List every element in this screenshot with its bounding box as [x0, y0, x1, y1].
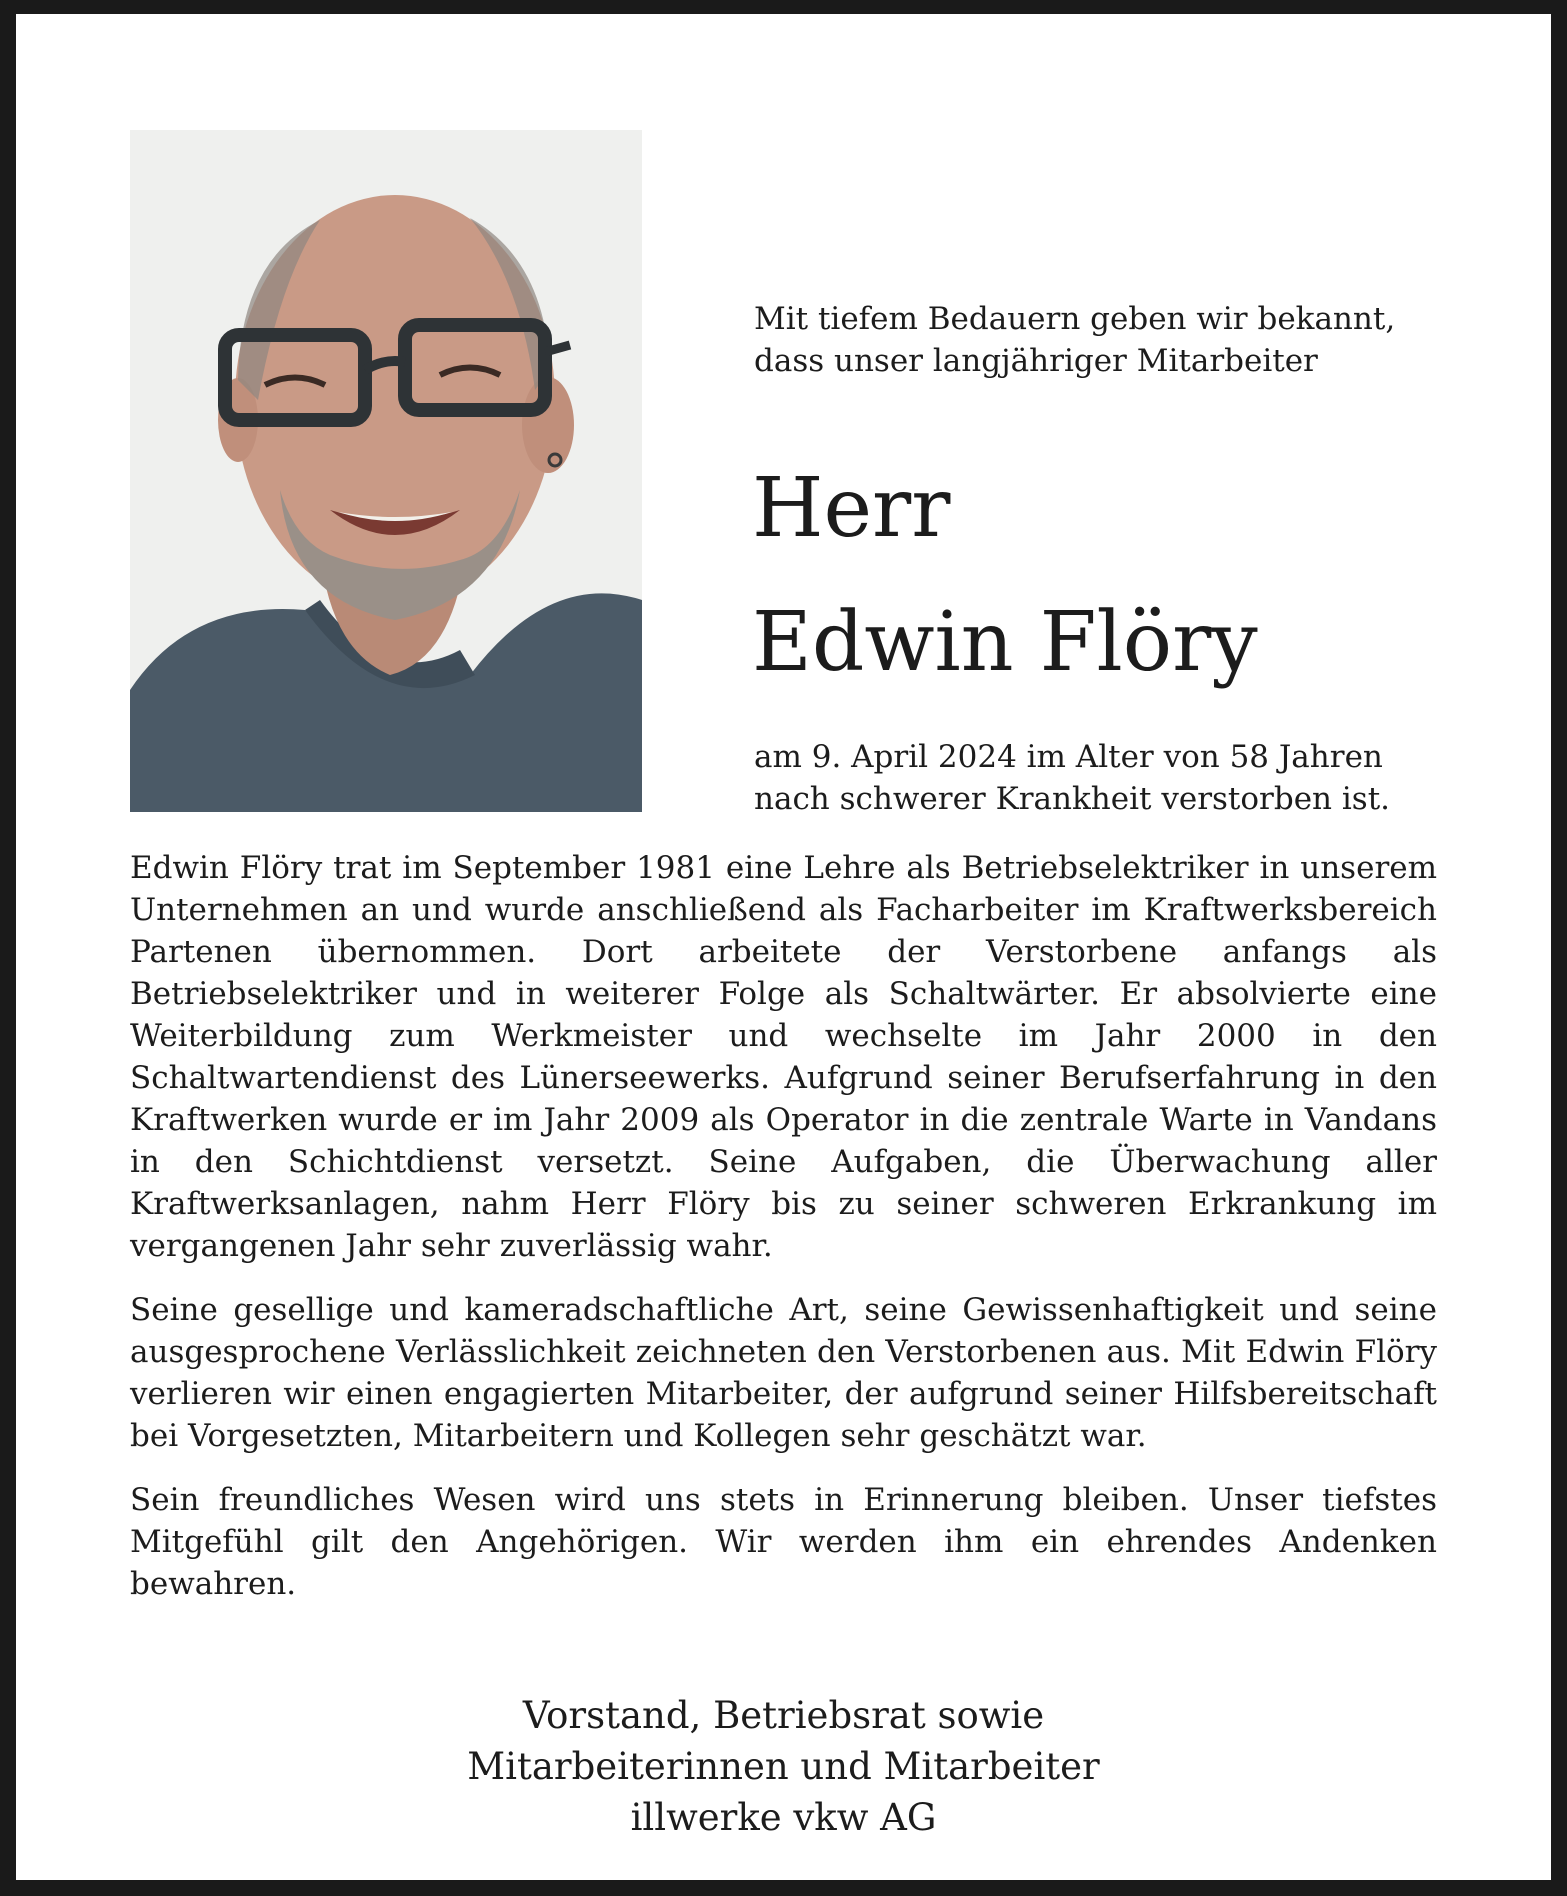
name-full: Edwin Flöry [752, 595, 1258, 690]
deceased-name [752, 442, 1512, 710]
intro-line-2: dass unser langjähriger Mitarbeiter [754, 343, 1318, 379]
obituary-body [130, 847, 1437, 1627]
signature-company: illwerke vkw AG [630, 1796, 937, 1839]
name-salutation: Herr [752, 461, 951, 556]
signature-block [130, 1690, 1437, 1843]
body-paragraph-1: Edwin Flöry trat im September 1981 eine Lehre als Betriebselektriker in unserem Unternehmen an und wurde anschließend als Facharbeiter im Kraftwerksbereich Partenen übernommen. Dort arbeitete der Verstorbene anfangs als Betriebselektriker und in weiterer Folge als Schaltwärter. Er absolvierte eine Weiterbildung zum Werkmeister und wechselte im Jahr 2000 in den Schaltwartendienst des Lünerseewerks. Aufgrund seiner Berufserfahrung in den Kraftwerken wurde er im Jahr 2009 als Operator in die zentrale Warte in Vandans in den Schichtdienst versetzt. Seine Aufgaben, die Überwachung aller Kraftwerksanlagen, nahm Herr Flöry bis zu seiner schweren Erkrankung im vergangenen Jahr sehr zuverlässig wahr. [130, 850, 1437, 1264]
death-notice [754, 736, 1454, 820]
intro-line-1: Mit tiefem Bedauern geben wir bekannt, [754, 301, 1396, 337]
death-line-2: nach schwerer Krankheit verstorben ist. [754, 781, 1390, 817]
body-paragraph-2: Seine gesellige und kameradschaftliche Art, seine Gewissenhaftigkeit und seine ausgesprochene Verlässlichkeit zeichneten den Verstorbenen aus. Mit Edwin Flöry verlieren wir einen engagierten Mitarbeiter, der aufgrund seiner Hilfsbereitschaft bei Vorgesetzten, Mitarbeitern und Kollegen sehr geschätzt war. [130, 1292, 1437, 1454]
portrait-photo [130, 130, 642, 812]
intro-text [754, 298, 1454, 382]
death-line-1: am 9. April 2024 im Alter von 58 Jahren [754, 739, 1383, 775]
body-paragraph-3: Sein freundliches Wesen wird uns stets in Erinnerung bleiben. Unser tiefstes Mitgefühl gilt den Angehörigen. Wir werden ihm ein ehrendes Andenken bewahren. [130, 1482, 1437, 1602]
signature-line-1: Vorstand, Betriebsrat sowie [522, 1694, 1045, 1737]
signature-line-2: Mitarbeiterinnen und Mitarbeiter [467, 1745, 1100, 1788]
